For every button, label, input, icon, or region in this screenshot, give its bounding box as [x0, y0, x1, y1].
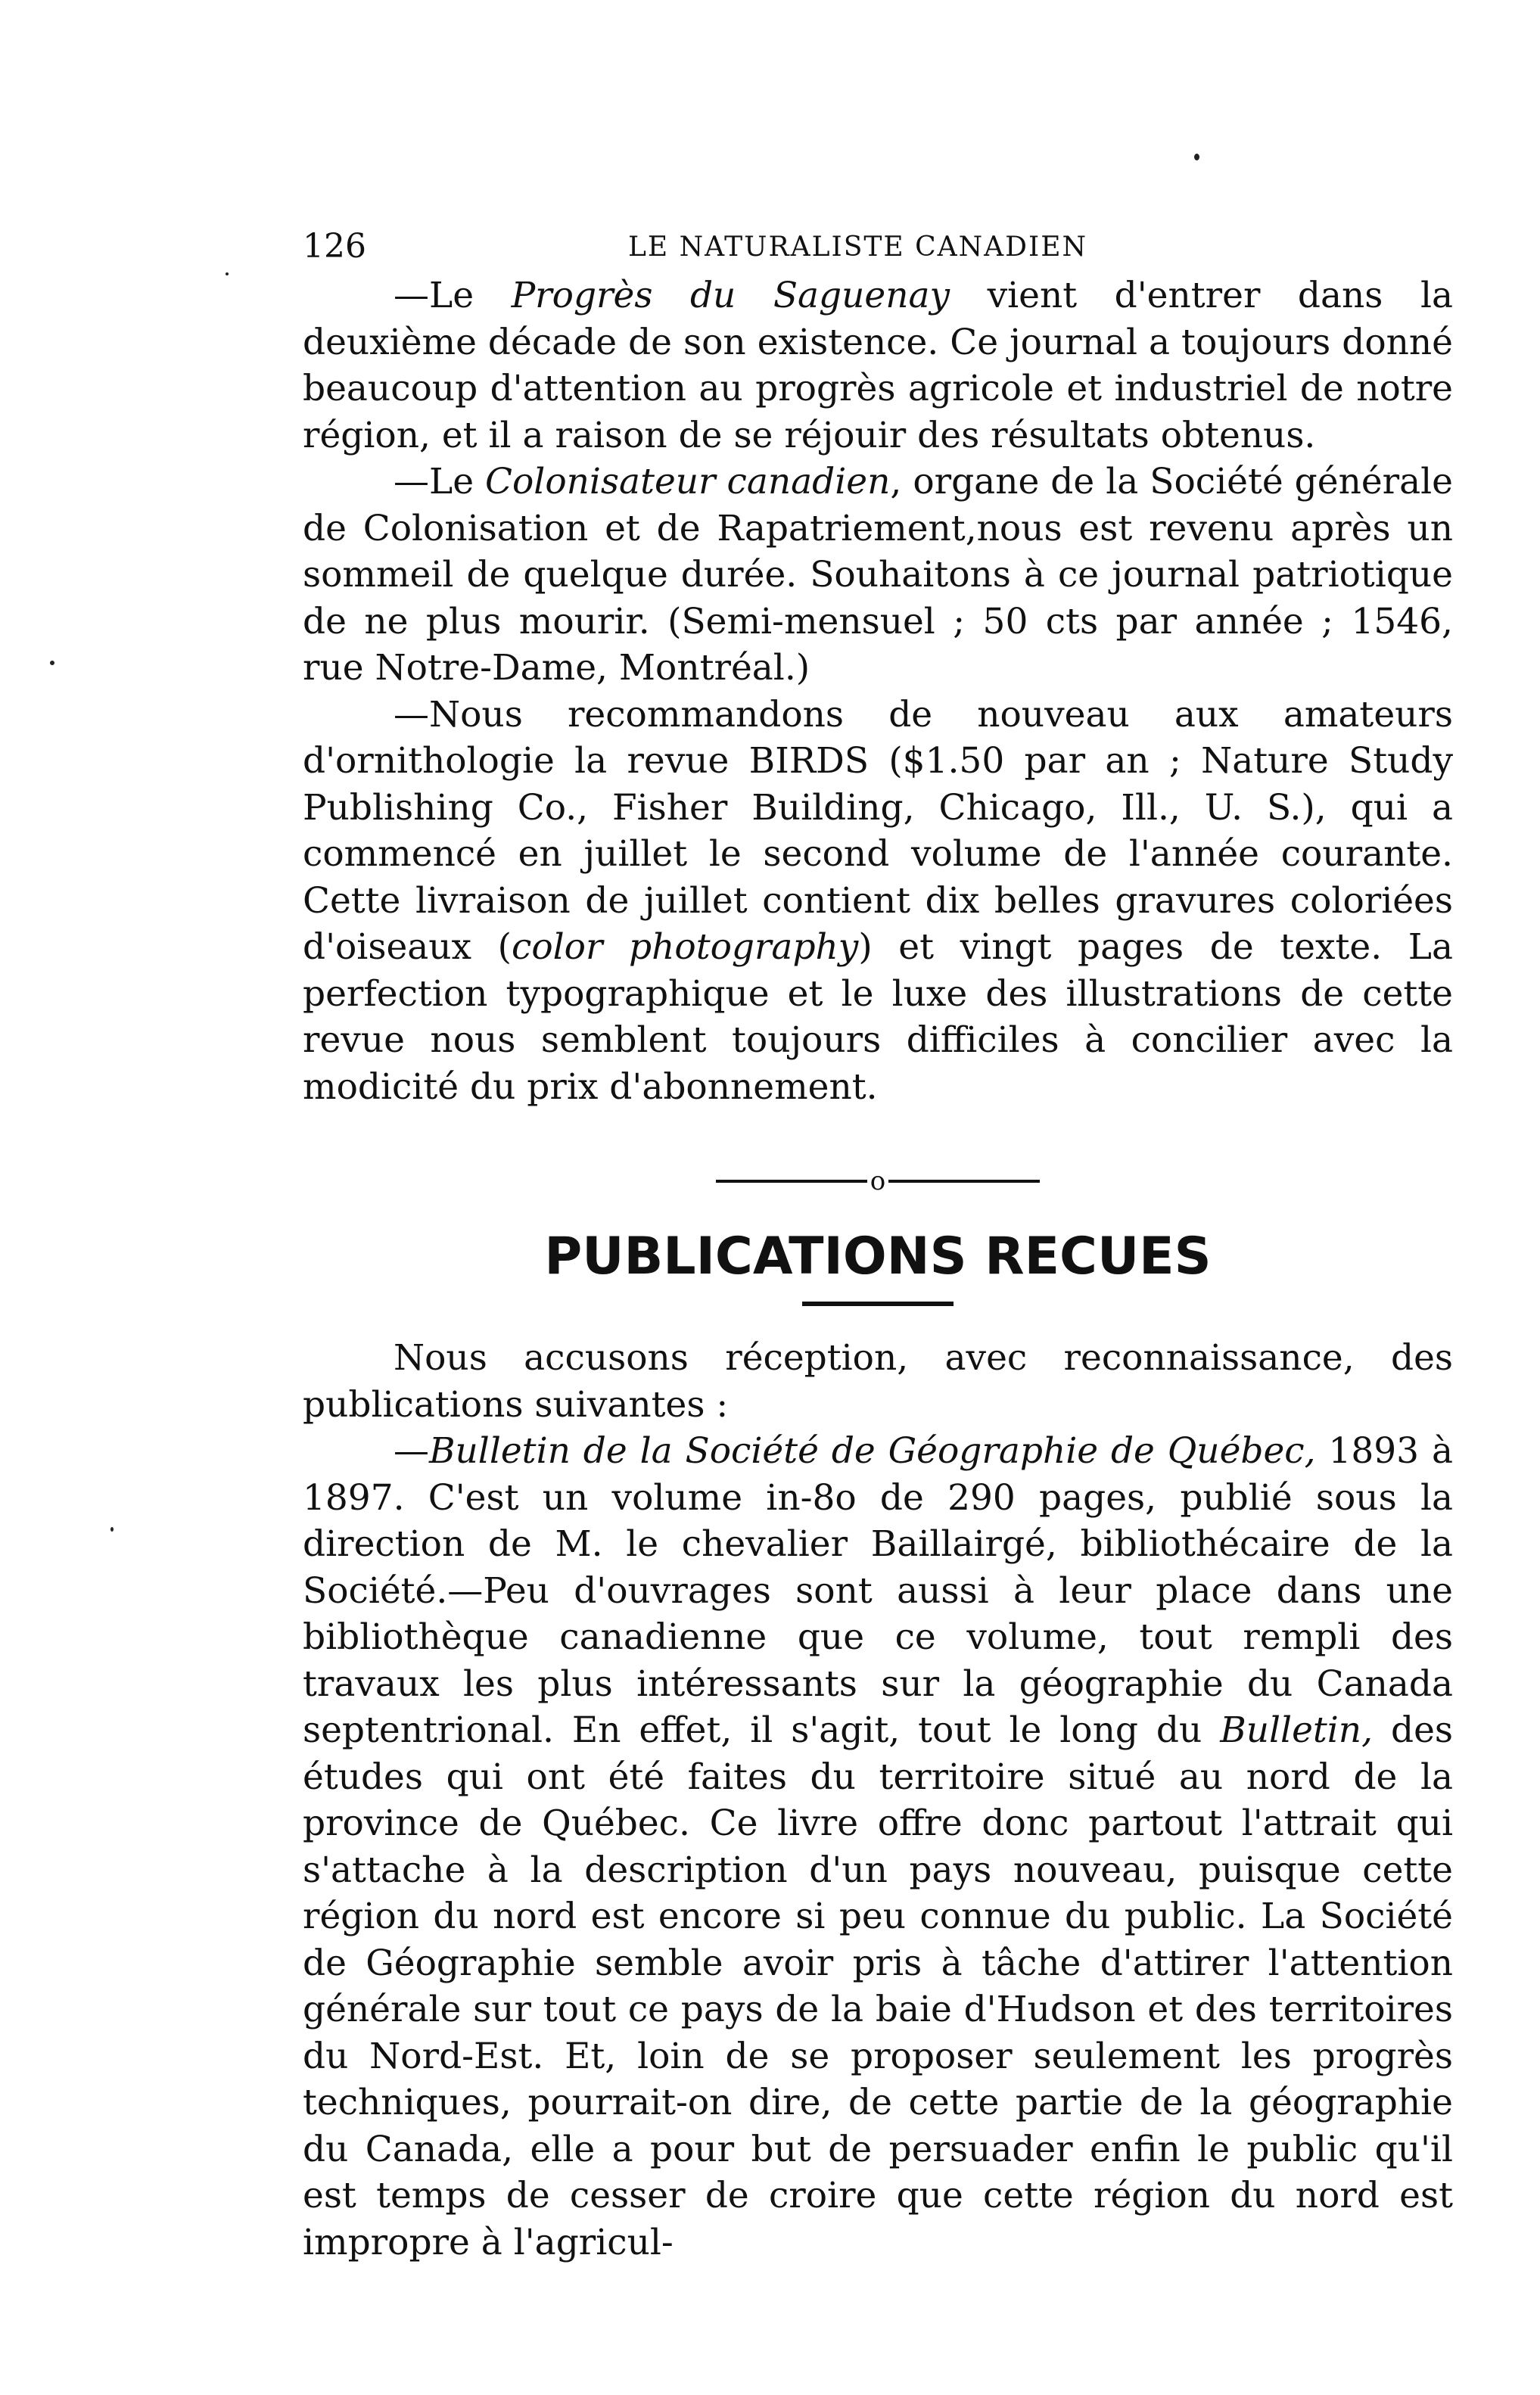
separator-line: [716, 1180, 867, 1183]
page-number: 126: [303, 227, 366, 266]
document-page: [303, 227, 1453, 2266]
paragraph-lead: —Nous recommandons de nouveau aux amateurs d'ornithologie la revue BIRDS ($1.50 par an ; Nature Study Publishing Co., Fisher Building, Chicago, Ill., U. S.), qui a commencé en juillet le second volume de l'année courante. Cette livraison de juillet contient dix belles gravures coloriées d'oiseaux (: [303, 693, 1453, 968]
ink-speck: [226, 272, 229, 275]
ornamental-separator: [303, 1165, 1453, 1196]
paragraph-bulletin: [303, 1428, 1453, 2266]
paragraph-lead: —Le: [394, 461, 486, 502]
paragraph-intro: [303, 1335, 1453, 1428]
paragraph-lead: —Le: [394, 275, 512, 316]
ink-speck: [1194, 154, 1199, 160]
paragraph-progres-saguenay: [303, 272, 1453, 459]
ink-speck: [50, 661, 54, 665]
paragraph-lead: —: [394, 1430, 429, 1472]
running-title: LE NATURALISTE CANADIEN: [628, 232, 1088, 263]
paragraph-body: , organe de la Société générale de Colonisation et de Rapatriement,nous est revenu après un sommeil de quelque durée. Souhaitons à ce journal patriotique de ne plus mourir. (Semi-mensuel ; 50 cts par année ; 1546, rue Notre-Dame, Montréal.): [303, 461, 1453, 689]
page-header: [303, 227, 1453, 272]
paragraph-body: vient d'entrer dans la deuxième décade de son existence. Ce journal a toujours donné beaucoup d'attention au progrès agricole et industriel de notre région, et il a raison de se réjouir des résultats obtenus.: [303, 275, 1454, 456]
journal-title: Progrès du Saguenay: [511, 275, 950, 316]
italic-phrase: color photography: [512, 926, 859, 968]
separator-line: [888, 1180, 1040, 1183]
paragraph-birds: [303, 692, 1453, 1111]
separator-mark: o: [870, 1166, 886, 1196]
section-title: PUBLICATIONS RECUES: [544, 1227, 1212, 1286]
ink-speck: [110, 1527, 114, 1532]
paragraph-body: Nous accusons réception, avec reconnaissance, des publications suivantes :: [303, 1337, 1453, 1426]
publication-title-short: Bulletin,: [1220, 1709, 1374, 1751]
title-underline: [802, 1302, 954, 1306]
publication-title: Bulletin de la Société de Géographie de Québec,: [429, 1430, 1316, 1472]
paragraph-colonisateur: [303, 459, 1453, 692]
paragraph-body: 1893 à 1897. C'est un volume in-8o de 290 pages, publié sous la direction de M. le chevalier Baillairgé, bibliothécaire de la Société.—Peu d'ouvrages sont aussi à leur place dans une bibliothèque canadienne que ce volume, tout rempli des travaux les plus intéressants sur la géographie du Canada septentrional. En effet, il s'agit, tout le long du: [303, 1430, 1453, 1751]
paragraph-body: ) et vingt pages de texte. La perfection typographique et le luxe des illustrations de cette revue nous semblent toujours difficiles à concilier avec la modicité du prix d'abonnement.: [303, 926, 1453, 1108]
journal-title: Colonisateur canadien: [485, 461, 891, 502]
paragraph-body-continued: des études qui ont été faites du territoire situé au nord de la province de Québec. Ce livre offre donc partout l'attrait qui s'attache à la description d'un pays nouveau, puisque cette région du nord est encore si peu connue du public. La Société de Géographie semble avoir pris à tâche d'attirer l'attention générale sur tout ce pays de la baie d'Hudson et des territoires du Nord-Est. Et, loin de se proposer seulement les progrès techniques, pourrait-on dire, de cette partie de la géographie du Canada, elle a pour but de persuader enfin le public qu'il est temps de cesser de croire que cette région du nord est impropre à l'agricul-: [303, 1709, 1453, 2263]
